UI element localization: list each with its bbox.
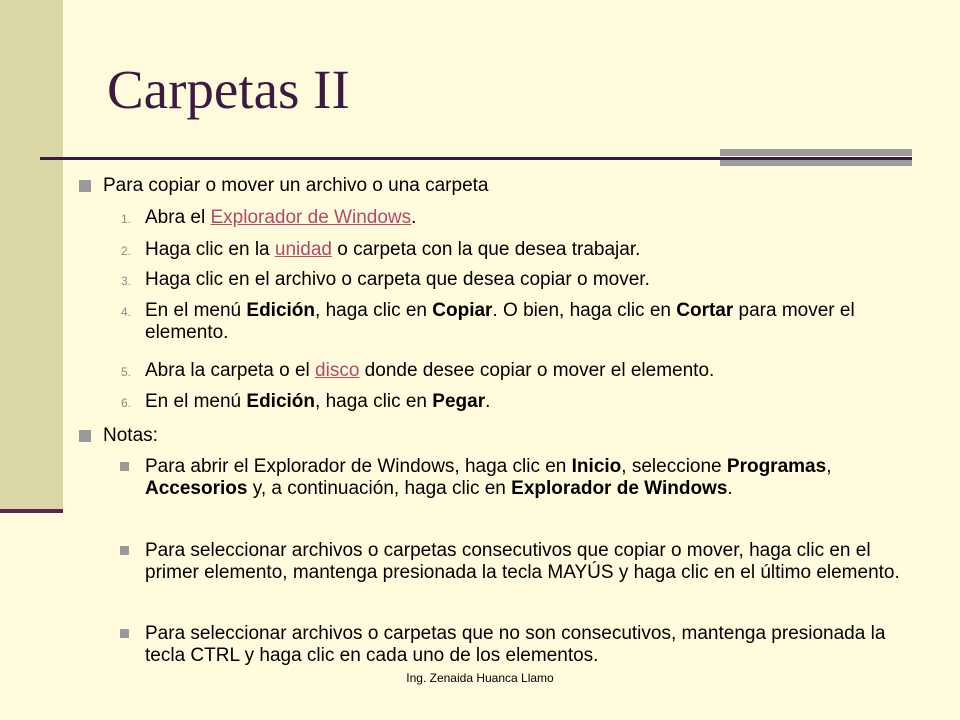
unidad-link[interactable]: unidad [274,239,332,260]
step-6: En el menú Edición, haga clic en Pegar. [145,391,491,412]
step-4: En el menú Edición, haga clic en Copiar. O bien, haga clic en Cortar para mover el elemento. [145,300,855,343]
step-5: Abra la carpeta o el disco donde desee copiar o mover el elemento. [145,360,715,381]
step-number: 3. [120,274,131,288]
left-decor-band [0,0,63,509]
note-2: Para seleccionar archivos o carpetas consecutivos que copiar o mover, haga clic en el primer elemento, mantenga presionada la tecla MAYÚS y haga clic en el último elemento. [145,540,900,583]
bullet-icon [79,180,91,192]
title-rule-accent-top [720,149,912,156]
step-number: 4. [120,305,131,319]
notes-label: Notas: [103,425,158,446]
step-number: 2. [120,244,131,258]
step-3: Haga clic en el archivo o carpeta que desea copiar o mover. [145,269,650,290]
step-2: Haga clic en la unidad o carpeta con la que desea trabajar. [145,239,641,260]
left-decor-line [0,509,63,513]
note-3: Para seleccionar archivos o carpetas que no son consecutivos, mantenga presionada la tecla CTRL y haga clic en cada uno de los elementos. [145,623,886,666]
step-number: 1. [120,212,131,226]
note-1: Para abrir el Explorador de Windows, haga clic en Inicio, seleccione Programas, Accesorios y, a continuación, haga clic en Explorador de Windows. [145,456,832,499]
slide-footer: Ing. Zenaida Huanca Llamo [406,671,554,685]
bullet-icon [120,629,129,638]
slide-title: Carpetas II [107,59,350,120]
bullet-icon [120,546,129,555]
step-1: Abra el Explorador de Windows. [145,207,417,228]
step-number: 5. [120,365,131,379]
bullet-icon [79,430,91,442]
explorer-link[interactable]: Explorador de Windows [210,207,412,228]
bullet-icon [120,462,129,471]
intro-text: Para copiar o mover un archivo o una carpeta [103,175,489,196]
title-rule [40,157,912,160]
disco-link[interactable]: disco [315,360,360,381]
title-rule-accent-bottom [720,160,912,166]
step-number: 6. [120,396,131,410]
